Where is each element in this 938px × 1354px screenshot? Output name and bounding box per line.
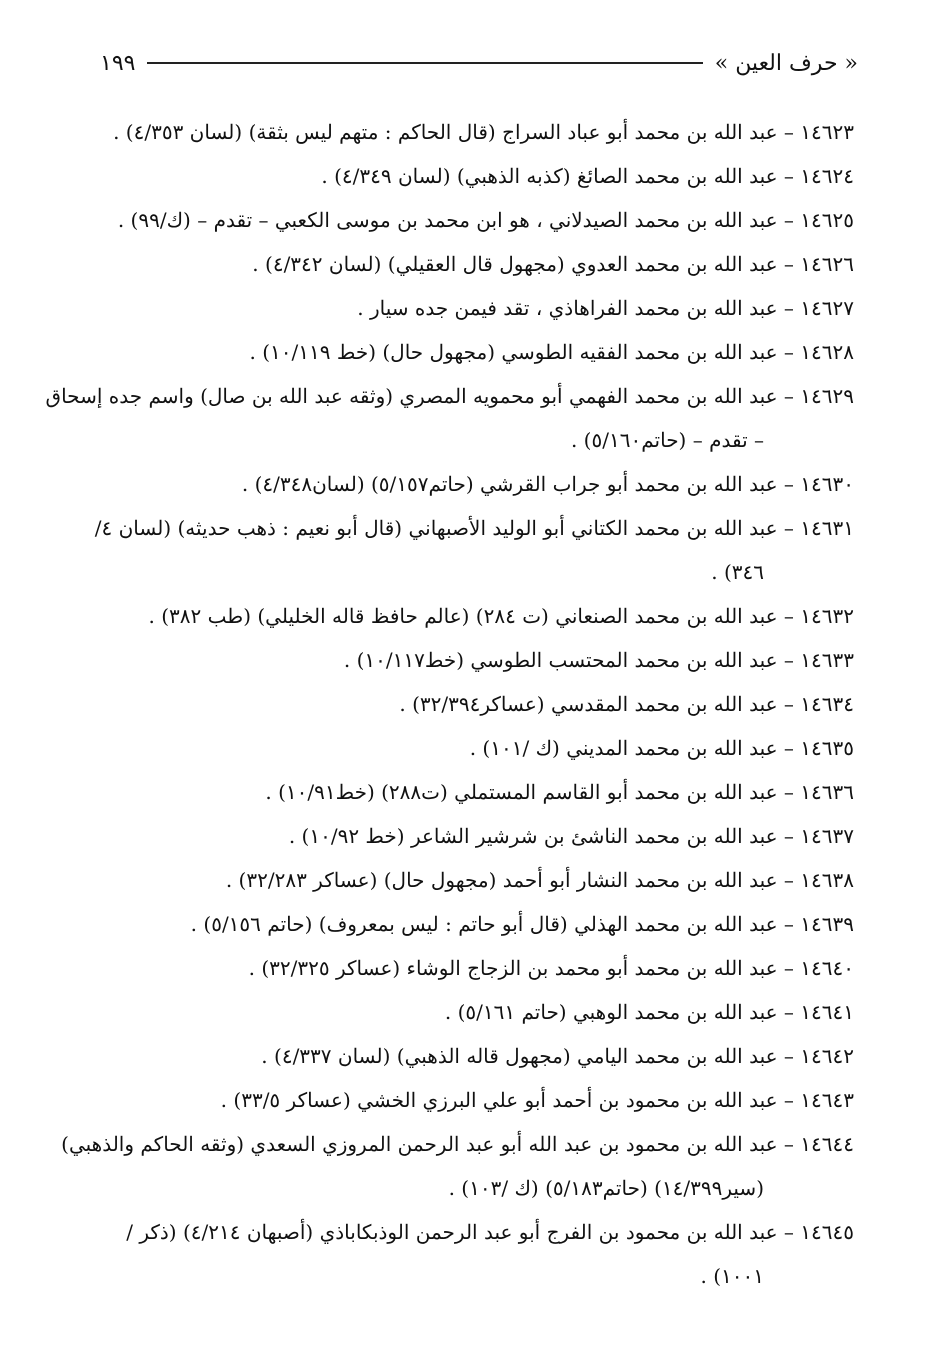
entry-line: ١٤٦٢٥ – عبد الله بن محمد الصيدلاني ، هو ابن محمد بن موسى الكعبي – تقدم – (ك/٩٩) . [117,208,854,232]
entry-line: ١٤٦٤٥ – عبد الله بن محمود بن الفرج أبو عبد الرحمن الوذبكاباذي (أصبهان ٤/٢١٤) (ذكر / [126,1220,854,1244]
entry-line: ١٤٦٤٣ – عبد الله بن محمود بن أحمد أبو علي البرزي الخشي (عساكر ٣٣/٥) . [220,1088,854,1112]
entry-line: ١٤٦٢٧ – عبد الله بن محمد الفراهاذي ، تقد فيمن جده سيار . [357,296,854,320]
entry-line: ١٤٦٢٩ – عبد الله بن محمد الفهمي أبو محمويه المصري (وثقه عبد الله بن صال) واسم جده إسحاق [45,384,854,408]
entry-line: ١٤٦٣٩ – عبد الله بن محمد الهذلي (قال أبو حاتم : ليس بمعروف) (حاتم ٥/١٥٦) . [190,912,854,936]
entry-continuation-line: (سير١٤/٣٩٩) (حاتم٥/١٨٣) (ك /١٠٣) . [448,1176,764,1200]
entry-line: ١٤٦٣٠ – عبد الله بن محمد أبو جراب القرشي (حاتم٥/١٥٧) (لسان٤/٣٤٨) . [241,472,854,496]
entry-list [45,110,854,1298]
page-header [100,48,858,78]
entry-line: ١٤٦٤١ – عبد الله بن محمد الوهبي (حاتم ٥/١٦١) . [444,1000,854,1024]
entry-line: ١٤٦٣٣ – عبد الله بن محمد المحتسب الطوسي (خط١٠/١١٧) . [343,648,854,672]
entry-line: ١٤٦٣٢ – عبد الله بن محمد الصنعاني (ت ٢٨٤) (عالم حافظ قاله الخليلي) (طب ٣٨٢) . [148,604,854,628]
entry-line: ١٤٦٢٨ – عبد الله بن محمد الفقيه الطوسي (مجهول حال) (خط ١٠/١١٩) . [249,340,854,364]
running-title: « حرف العين » [714,50,858,76]
entry-line: ١٤٦٤٠ – عبد الله بن محمد أبو محمد بن الزجاج الوشاء (عساكر ٣٢/٣٢٥) . [248,956,854,980]
header-rule [147,62,702,64]
entry-line: ١٤٦٢٣ – عبد الله بن محمد أبو عباد السراج (قال الحاكم : متهم ليس بثقة) (لسان ٤/٣٥٣) . [113,120,854,144]
entry-line: ١٤٦٤٢ – عبد الله بن محمد اليامي (مجهول قاله الذهبي) (لسان ٤/٣٣٧) . [261,1044,854,1068]
entry-line: ١٤٦٣٨ – عبد الله بن محمد النشار أبو أحمد (مجهول حال) (عساكر ٣٢/٢٨٣) . [225,868,854,892]
entry-line: ١٤٦٣٥ – عبد الله بن محمد المديني (ك /١٠١) . [469,736,854,760]
entry-line: ١٤٦٣١ – عبد الله بن محمد الكتاني أبو الوليد الأصبهاني (قال أبو نعيم : ذهب حديثه) (لسان ٤/ [94,516,854,540]
entry-continuation-line: – تقدم – (حاتم٥/١٦٠) . [570,428,764,452]
entry-line: ١٤٦٣٦ – عبد الله بن محمد أبو القاسم المستملي (ت٢٨٨) (خط١٠/٩١) . [265,780,854,804]
entry-line: ١٤٦٢٤ – عبد الله بن محمد الصائغ (كذبه الذهبي) (لسان ٤/٣٤٩) . [321,164,854,188]
entry-line: ١٤٦٤٤ – عبد الله بن محمود بن عبد الله أبو عبد الرحمن المروزي السعدي (وثقه الحاكم والذهبي) [61,1132,854,1156]
entry-line: ١٤٦٣٧ – عبد الله بن محمد الناشئ بن شرشير الشاعر (خط ١٠/٩٢) . [288,824,854,848]
entry-line: ١٤٦٣٤ – عبد الله بن محمد المقدسي (عساكر٣٢/٣٩٤) . [399,692,854,716]
entry-continuation-line: ١٠٠١) . [700,1264,764,1288]
page-number: ١٩٩ [100,50,136,76]
entry-continuation-line: ٣٤٦) . [711,560,764,584]
entry-line: ١٤٦٢٦ – عبد الله بن محمد العدوي (مجهول قال العقيلي) (لسان ٤/٣٤٢) . [252,252,854,276]
